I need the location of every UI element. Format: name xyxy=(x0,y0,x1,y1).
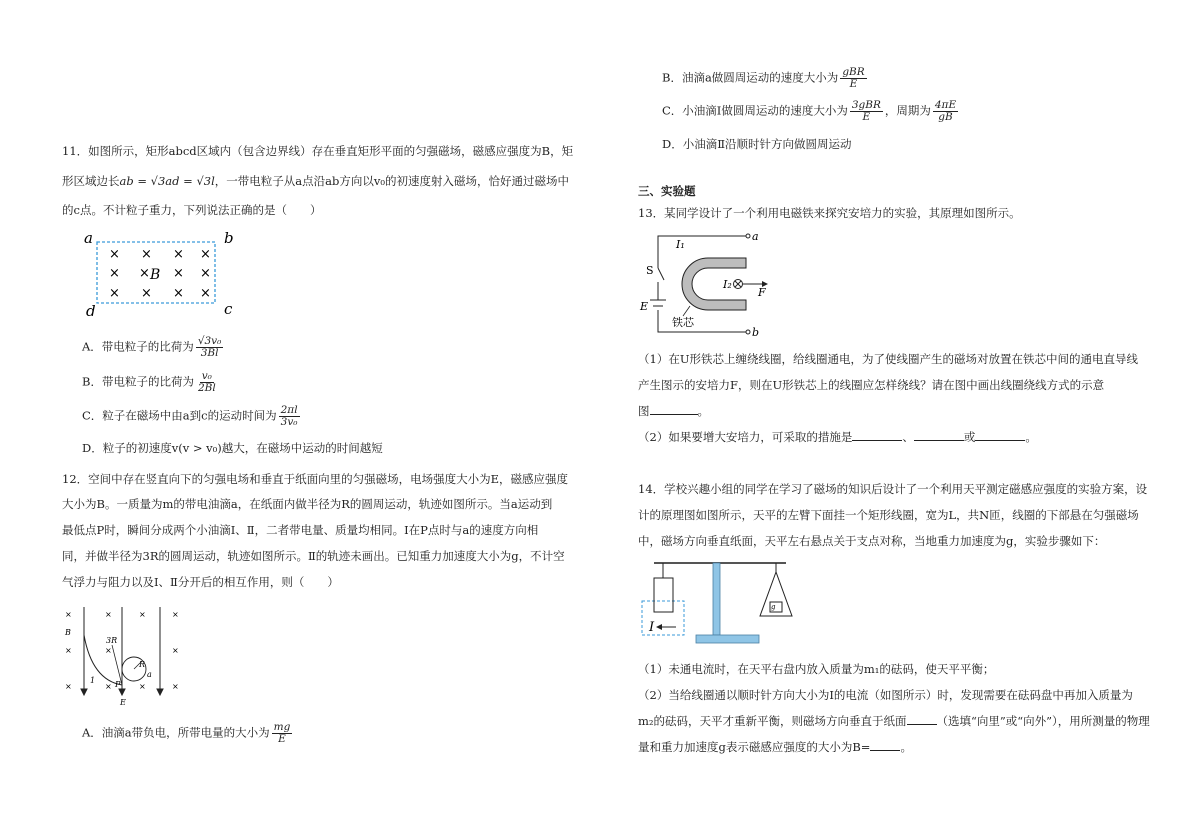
battery-E-label: E xyxy=(640,300,649,313)
fraction xyxy=(279,405,300,428)
current-I2-label: I₂ xyxy=(723,278,732,291)
q14-figure xyxy=(638,558,818,650)
denominator: E xyxy=(849,78,858,91)
option-text: C．粒子在磁场中由a到c的运动时间为 xyxy=(82,408,277,423)
q14-stem-line3: 中，磁场方向垂直纸面，天平左右悬点关于支点对称，当地重力加速度为g，实验步骤如下： xyxy=(638,534,1106,548)
terminal-b xyxy=(746,330,750,334)
answer-blank[interactable] xyxy=(650,404,698,415)
answer-blank[interactable] xyxy=(907,714,937,725)
numerator: gBR xyxy=(842,66,865,78)
cross-icon: × xyxy=(200,247,211,262)
option-text: A．带电粒子的比荷为 xyxy=(82,339,194,354)
rectangular-coil xyxy=(654,578,673,612)
field-B-label: B xyxy=(65,628,71,637)
text: （2）如果要增大安培力，可采取的措施是 xyxy=(638,430,853,444)
q11-option-c[interactable] xyxy=(82,405,302,428)
q11-text: 形区域边长 xyxy=(62,174,120,188)
radius-R-label: R xyxy=(139,660,146,669)
denominator: E xyxy=(862,111,871,124)
point-P-label: P xyxy=(115,680,121,689)
fraction xyxy=(850,100,883,123)
numerator: 4πE xyxy=(934,99,957,111)
cross-icon: × xyxy=(105,682,112,691)
cross-icon: × xyxy=(173,266,184,281)
option-text: B．带电粒子的比荷为 xyxy=(82,374,194,389)
fraction xyxy=(196,336,224,359)
radius-3R-line xyxy=(112,645,122,685)
corner-b-label: b xyxy=(224,229,234,247)
option-text: ，周期为 xyxy=(884,103,931,118)
corner-d-label: d xyxy=(86,302,96,320)
cross-icon: × xyxy=(109,286,120,301)
balance-post xyxy=(713,563,720,635)
text: 。 xyxy=(1025,430,1037,444)
field-B-label: B xyxy=(150,267,161,283)
weight-label: g xyxy=(771,603,776,611)
q12-stem-line3: 最低点P时，瞬间分成两个小油滴Ⅰ、Ⅱ，二者带电量、质量均相同。Ⅰ在P点时与a的速度方向相 xyxy=(62,523,539,537)
corner-a-label: a xyxy=(84,229,93,247)
option-text: B．油滴a做圆周运动的速度大小为 xyxy=(662,70,839,85)
droplet-1-label: 1 xyxy=(90,676,96,685)
cross-icon: × xyxy=(139,682,146,691)
weight-pan xyxy=(760,572,792,616)
q12-option-d[interactable]: D．小油滴Ⅱ沿顺时针方向做圆周运动 xyxy=(662,137,852,151)
text: （选填“向里”或“向外”），用所测量的物理 xyxy=(936,714,1150,728)
answer-blank[interactable] xyxy=(975,430,1025,441)
text: 或 xyxy=(963,430,976,444)
switch-S-label: S xyxy=(646,264,654,277)
numerator: √3v₀ xyxy=(197,335,222,347)
text: 。 xyxy=(900,740,912,754)
numerator: mg xyxy=(273,721,291,733)
q11-stem-line2 xyxy=(62,174,569,189)
fraction xyxy=(933,100,958,123)
q11-option-a[interactable] xyxy=(82,336,225,359)
q14-stem-line1: 14．学校兴趣小组的同学在学习了磁场的知识后设计了一个利用天平测定磁感应强度的实验方案，设 xyxy=(638,482,1148,496)
q11-stem-line1: 11．如图所示，矩形abcd区域内（包含边界线）存在垂直矩形平面的匀强磁场，磁感应强度为B，矩 xyxy=(62,144,574,158)
q14-step1: （1）未通电流时，在天平右盘内放入质量为m₁的砝码，使天平平衡； xyxy=(638,662,995,676)
cross-icon: × xyxy=(200,266,211,281)
q13-part1-line1: （1）在U形铁芯上缠绕线圈，给线圈通电，为了使线圈产生的磁场对放置在铁芯中间的通电直导线 xyxy=(638,352,1139,366)
option-text: C．小油滴Ⅰ做圆周运动的速度大小为 xyxy=(662,103,848,118)
q11-equation: ab = √3ad = √3l xyxy=(119,174,215,188)
fraction xyxy=(196,371,218,394)
terminal-b-label: b xyxy=(752,326,760,339)
option-text: A．油滴a带负电，所带电量的大小为 xyxy=(82,725,270,740)
fraction xyxy=(272,722,293,745)
denominator: gB xyxy=(938,111,953,124)
current-I1-label: I₁ xyxy=(676,238,685,251)
denominator: 3v₀ xyxy=(280,416,298,429)
q13-part1-line2: 产生图示的安培力F，则在U形铁芯上的线圈应怎样绕线？请在图中画出线圈绕线方式的示意 xyxy=(638,378,1105,392)
q12-stem-line1: 12．空间中存在竖直向下的匀强电场和垂直于纸面向里的匀强磁场，电场强度大小为E，磁感应强度 xyxy=(62,472,569,486)
cross-icon: × xyxy=(139,266,150,281)
cross-icon: × xyxy=(141,286,152,301)
text: 。 xyxy=(697,404,709,418)
droplet-a-label: a xyxy=(147,670,152,679)
cross-icon: × xyxy=(173,286,184,301)
cross-icon: × xyxy=(65,682,72,691)
terminal-a-label: a xyxy=(752,230,759,243)
q14-step2-line1: （2）当给线圈通以顺时针方向大小为I的电流（如图所示）时，发现需要在砝码盘中再加入质量为 xyxy=(638,688,1133,702)
cross-icon: × xyxy=(173,247,184,262)
q11-text: ，一带电粒子从a点沿ab方向以v₀的初速度射入磁场，恰好通过磁场中 xyxy=(214,174,569,188)
numerator: v₀ xyxy=(201,370,212,382)
balance-base xyxy=(696,635,759,643)
terminal-a xyxy=(746,234,750,238)
radius-3R-label: 3R xyxy=(106,636,118,645)
force-F-label: F xyxy=(758,286,766,299)
cross-icon: × xyxy=(65,610,72,619)
text: 图 xyxy=(638,404,650,418)
q12-option-a[interactable] xyxy=(82,722,294,745)
text: 、 xyxy=(902,430,914,444)
text: m₂的砝码，天平才重新平衡，则磁场方向垂直于纸面 xyxy=(638,714,907,728)
cross-icon: × xyxy=(65,646,72,655)
cross-icon: × xyxy=(141,247,152,262)
numerator: 3gBR xyxy=(851,99,881,111)
q12-stem-line4: 同，并做半径为3R的圆周运动，轨迹如图所示。Ⅱ的轨迹未画出。已知重力加速度大小为g，不计空 xyxy=(62,549,565,563)
cross-icon: × xyxy=(109,266,120,281)
fraction xyxy=(840,67,866,90)
q11-option-d[interactable]: D．粒子的初速度v(v > v₀)越大，在磁场中运动的时间越短 xyxy=(82,441,383,455)
numerator: 2πl xyxy=(280,404,298,416)
answer-blank[interactable] xyxy=(852,430,902,441)
answer-blank[interactable] xyxy=(870,740,900,751)
corner-c-label: c xyxy=(224,300,233,318)
q13-stem: 13．某同学设计了一个利用电磁铁来探究安培力的实验，其原理如图所示。 xyxy=(638,206,1021,220)
denominator: 3Bl xyxy=(200,347,219,360)
q13-part1-line3 xyxy=(638,404,709,419)
q14-stem-line2: 计的原理图如图所示，天平的左臂下面挂一个矩形线圈，宽为L，共N匝，线圈的下部悬在匀强磁场 xyxy=(638,508,1139,522)
q11-stem-line3: 的c点。不计粒子重力，下列说法正确的是（ ） xyxy=(62,203,322,217)
q14-step2-line3 xyxy=(638,740,912,755)
section-heading: 三、实验题 xyxy=(638,184,696,198)
cross-icon: × xyxy=(172,682,179,691)
field-E-label: E xyxy=(120,698,126,707)
cross-icon: × xyxy=(200,286,211,301)
q12-figure xyxy=(62,605,192,710)
q12-stem-line5: 气浮力与阻力以及Ⅰ、Ⅱ分开后的相互作用，则（ ） xyxy=(62,575,339,589)
q14-step2-line2 xyxy=(638,714,1150,729)
cross-icon: × xyxy=(139,610,146,619)
cross-icon: × xyxy=(105,610,112,619)
iron-core-label: 铁芯 xyxy=(672,316,694,329)
q13-figure xyxy=(638,228,778,340)
cross-icon: × xyxy=(172,646,179,655)
q11-option-b[interactable] xyxy=(82,371,220,394)
denominator: 2Bl xyxy=(197,382,216,395)
cross-icon: × xyxy=(172,610,179,619)
answer-blank[interactable] xyxy=(914,430,964,441)
q12-stem-line2: 大小为B。一质量为m的带电油滴a，在纸面内做半径为R的圆周运动，轨迹如图所示。当a运动到 xyxy=(62,497,553,511)
text: 量和重力加速度g表示磁感应强度的大小为B= xyxy=(638,740,871,754)
core-pointer xyxy=(683,306,690,316)
current-I-label: I xyxy=(649,620,655,635)
q13-part2 xyxy=(638,430,1037,445)
q11-figure xyxy=(84,229,264,322)
cross-icon: × xyxy=(109,247,120,262)
denominator: E xyxy=(278,733,286,746)
q12-option-b[interactable] xyxy=(662,67,869,90)
cross-icon: × xyxy=(105,646,112,655)
q12-option-c[interactable] xyxy=(662,100,960,123)
